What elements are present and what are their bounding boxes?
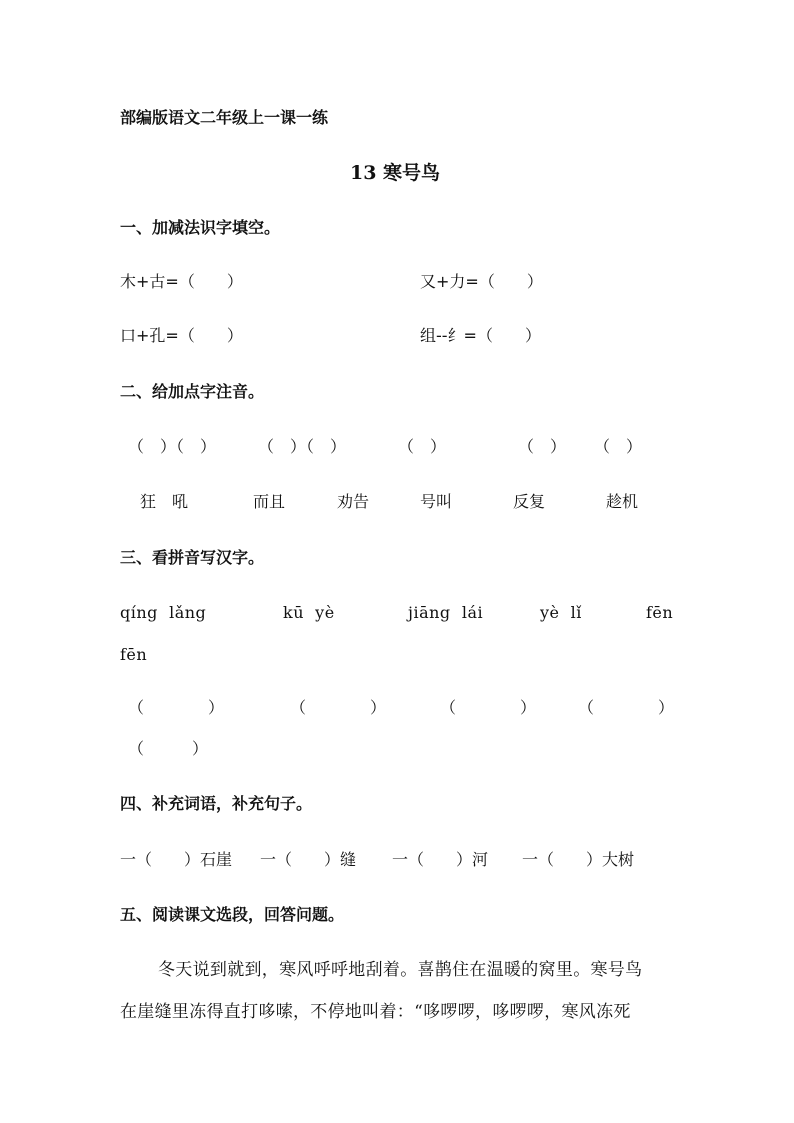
pinyin-item: fēn <box>120 645 148 664</box>
pinyin-blank: （ ）（ ） <box>258 437 347 456</box>
pinyin-blank: （ ） <box>594 437 643 456</box>
hanzi-blank: （ ） <box>128 739 209 758</box>
add-sub-item: 组--纟=（ ） <box>420 326 541 345</box>
pinyin-item: yè lǐ <box>540 603 582 622</box>
add-sub-item: 口+孔=（ ） <box>120 326 243 345</box>
fill-word-item: 一（ ）缝 <box>260 850 357 869</box>
word-item: 趁机 <box>606 492 639 511</box>
word-item: 狂 吼 <box>140 492 189 511</box>
fill-word-item: 一（ ）河 <box>392 850 489 869</box>
word-item: 而且 <box>253 492 286 511</box>
lesson-title: 13 寒号鸟 <box>350 162 441 184</box>
fill-word-item: 一（ ）大树 <box>522 850 635 869</box>
word-item: 反复 <box>513 492 546 511</box>
section5-heading: 五、阅读课文选段，回答问题。 <box>120 905 345 924</box>
word-item: 劝告 <box>337 492 370 511</box>
pinyin-item: jiāng lái <box>408 603 484 622</box>
hanzi-blank: （ ） <box>440 698 537 717</box>
hanzi-blank: （ ） <box>290 698 387 717</box>
add-sub-item: 木+古=（ ） <box>120 272 243 291</box>
fill-word-item: 一（ ）石崖 <box>120 850 233 869</box>
pinyin-blank: （ ） <box>398 437 447 456</box>
word-item: 号叫 <box>420 492 453 511</box>
section2-heading: 二、给加点字注音。 <box>120 382 265 401</box>
reading-paragraph-line: 在崖缝里冻得直打哆嗦，不停地叫着：“哆啰啰，哆啰啰，寒风冻死 <box>120 1002 631 1022</box>
add-sub-item: 又+力=（ ） <box>420 272 543 291</box>
pinyin-blank: （ ） <box>518 437 567 456</box>
section4-heading: 四、补充词语，补充句子。 <box>120 794 313 813</box>
pinyin-item: qíng lǎng <box>120 603 207 622</box>
hanzi-blank: （ ） <box>578 698 675 717</box>
reading-paragraph-line: 冬天说到就到，寒风呼呼地刮着。喜鹊住在温暖的窝里。寒号鸟 <box>158 960 643 980</box>
pinyin-item: fēn <box>646 603 674 622</box>
section1-heading: 一、加减法识字填空。 <box>120 218 281 237</box>
pinyin-blank: （ ）（ ） <box>128 437 217 456</box>
document-subtitle: 部编版语文二年级上一课一练 <box>120 108 329 127</box>
hanzi-blank: （ ） <box>128 698 225 717</box>
pinyin-item: kū yè <box>283 603 335 622</box>
section3-heading: 三、看拼音写汉字。 <box>120 548 265 567</box>
